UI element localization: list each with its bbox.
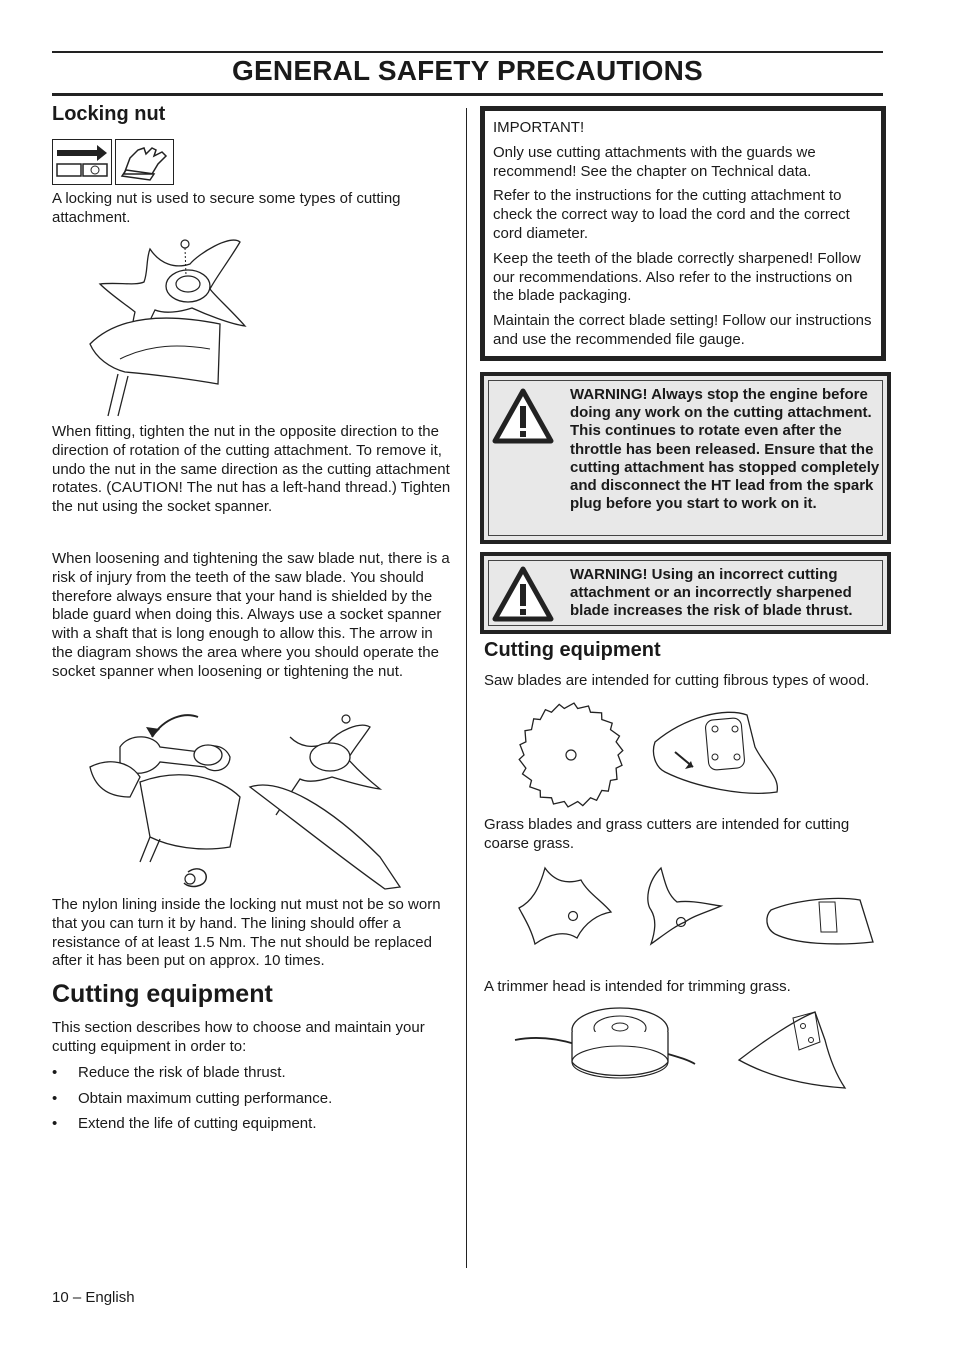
important-notice-box: [480, 106, 886, 361]
important-label: IMPORTANT!: [493, 119, 585, 136]
locking-nut-fitting-text: When fitting, tighten the nut in the opposite direction to the direction of rotation of the cutting attachment. To remove it, undo the nut in the same direction as the cutting attachment rotates. (CAUTION! The nut has a left-hand thread.) Tighten the nut using the socket spanner.: [52, 423, 451, 516]
blade-with-nut-illustration: [80, 234, 260, 419]
locking-nut-intro: A locking nut is used to secure some types of cutting attachment.: [52, 190, 401, 226]
warning-triangle-icon: [492, 566, 554, 622]
socket-spanner-illustration: [80, 707, 410, 892]
trimmer-head-illustration: [515, 1000, 855, 1095]
page-footer: 10 – English: [52, 1289, 135, 1306]
warning-triangle-icon: [492, 388, 554, 444]
important-paragraph-2: Refer to the instructions for the cutting attachment to check the correct way to load the cord and the correct cord diameter.: [493, 187, 850, 242]
column-divider: [466, 108, 467, 1268]
arrow-nut-icon: [52, 139, 112, 185]
saw-blades-text: Saw blades are intended for cutting fibrous types of wood.: [484, 672, 870, 689]
trimmer-head-text: A trimmer head is intended for trimming grass.: [484, 978, 791, 995]
locking-nut-loosening-text: When loosening and tightening the saw blade nut, there is a risk of injury from the teeth of the saw blade. You should therefore always ensure that your hand is shielded by the blade guard when doing this. Always use a socket spanner with a shaft that is long enough to allow this. The arrow in the diagram shows the area where you should operate the socket spanner when loosening or tightening the nut.: [52, 550, 450, 680]
saw-blade-outline: [519, 703, 623, 807]
locking-nut-lining-text: The nylon lining inside the locking nut must not be so worn that you can turn it by hand. The lining should offer a resistance of at least 1.5 Nm. The nut should be replaced after it has been put on approx. 10 times.: [52, 896, 441, 970]
warning-box-stop-engine: [480, 372, 891, 544]
warning-text-blade-thrust: WARNING! Using an incorrect cutting attachment or an incorrectly sharpened blade increases the risk of blade thrust.: [570, 566, 853, 620]
cutting-equipment-subheading: Cutting equipment: [484, 639, 661, 661]
cutting-equipment-intro: This section describes how to choose and maintain your cutting equipment in order to:: [52, 1019, 425, 1055]
grass-blades-illustration: [515, 862, 875, 952]
glove-icon: [115, 139, 174, 185]
saw-blade-illustration: [515, 697, 795, 812]
warning-box-blade-thrust: [480, 552, 891, 634]
important-paragraph-4: Maintain the correct blade setting! Follow our instructions and use the recommended file gauge.: [493, 312, 872, 348]
warning-text-stop-engine: WARNING! Always stop the engine before doing any work on the cutting attachment. This continues to rotate even after the throttle has been released. Ensure that the cutting attachment has stopped completely and disconnect the HT lead from the spark plug before you start to work on it.: [570, 386, 880, 513]
locking-nut-heading: Locking nut: [52, 103, 166, 125]
important-paragraph-1: Only use cutting attachments with the guards we recommend! See the chapter on Technical data.: [493, 143, 816, 180]
grass-blades-text: Grass blades and grass cutters are intended for cutting coarse grass.: [484, 816, 850, 852]
cutting-equipment-section-heading: Cutting equipment: [52, 980, 273, 1008]
important-paragraph-3: Keep the teeth of the blade correctly sharpened! Follow our recommendations. Also refer to the instructions on the blade packaging.: [493, 249, 861, 305]
header-rule-bottom: [52, 93, 883, 96]
header-rule-top: [52, 51, 883, 53]
page-title: GENERAL SAFETY PRECAUTIONS: [232, 55, 703, 86]
